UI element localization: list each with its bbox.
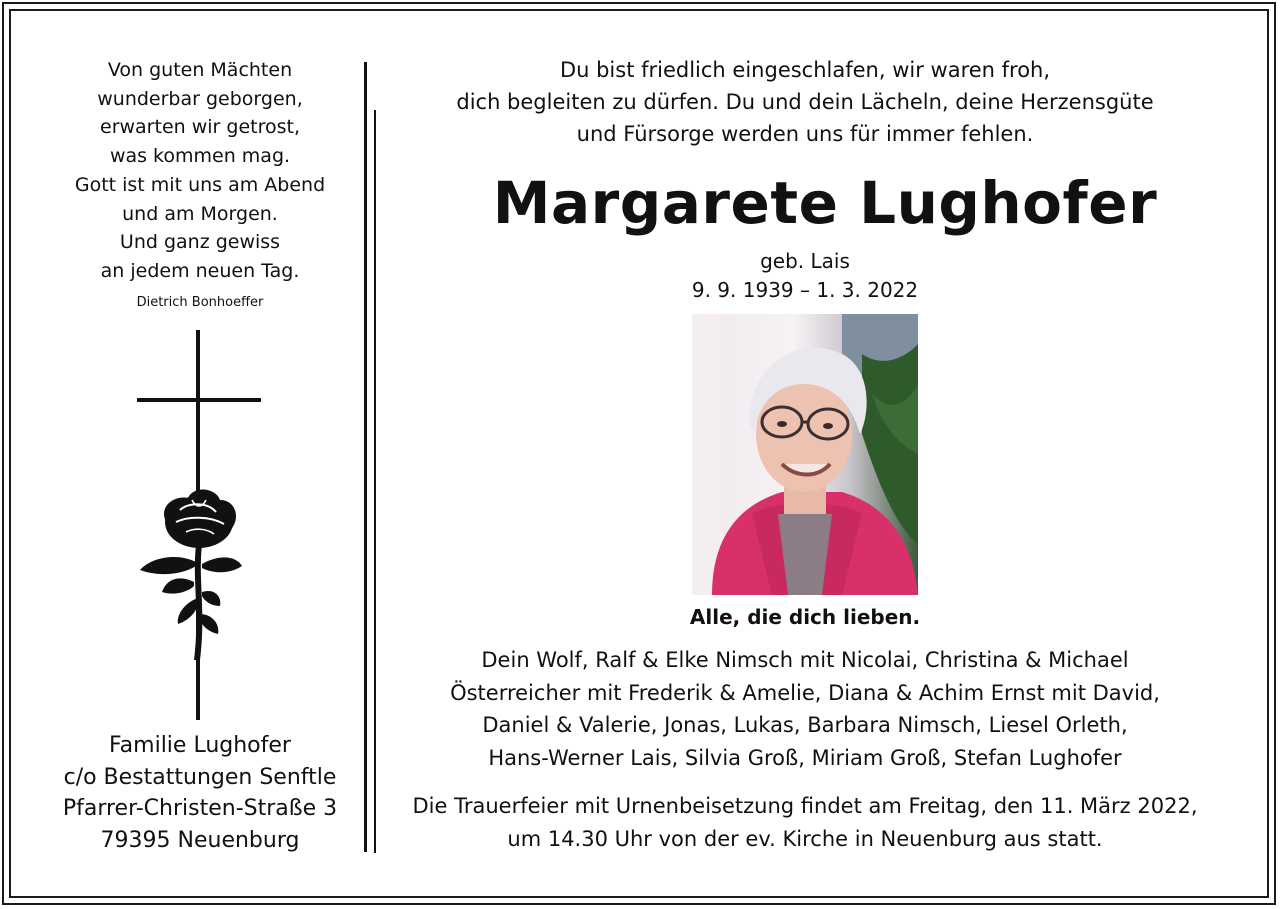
mourners-line: Hans-Werner Lais, Silvia Groß, Miriam Groß, Stefan Lughofer bbox=[488, 745, 1122, 770]
signoff-block bbox=[380, 602, 1230, 632]
ceremony-info bbox=[380, 790, 1230, 856]
birth-name: geb. Lais bbox=[760, 249, 850, 273]
contact-line: Familie Lughofer bbox=[109, 733, 291, 758]
signoff: Alle, die dich lieben. bbox=[689, 605, 921, 629]
quote-line: erwarten wir getrost, bbox=[100, 116, 300, 139]
cross-with-rose bbox=[136, 330, 262, 720]
contact-address bbox=[20, 730, 380, 856]
mourners-line: Daniel & Valerie, Jonas, Lukas, Barbara Nimsch, Liesel Orleth, bbox=[482, 713, 1128, 737]
poem-line: dich begleiten zu dürfen. Du und dein Lächeln, deine Herzensgüte bbox=[456, 90, 1154, 114]
quote-line: Und ganz gewiss bbox=[119, 231, 281, 254]
quote-line: und am Morgen. bbox=[122, 202, 278, 225]
poem-line: Du bist friedlich eingeschlafen, wir waren froh, bbox=[559, 58, 1051, 82]
quote-line: wunderbar geborgen, bbox=[97, 87, 303, 110]
quote-line: Von guten Mächten bbox=[107, 59, 293, 81]
contact-line: c/o Bestattungen Senftle bbox=[63, 764, 337, 790]
deceased-name: Margarete Lughofer bbox=[492, 169, 1158, 237]
portrait-photo bbox=[692, 314, 918, 595]
mourners-line: Österreicher mit Frederik & Amelie, Diana & Achim Ernst mit David, bbox=[450, 680, 1160, 705]
quote-author: Dietrich Bonhoeffer bbox=[136, 294, 264, 310]
contact-line: 79395 Neuenburg bbox=[100, 827, 300, 853]
ceremony-line: um 14.30 Uhr von der ev. Kirche in Neuenburg aus statt. bbox=[507, 827, 1103, 851]
ceremony-line: Die Trauerfeier mit Urnenbeisetzung findet am Freitag, den 11. März 2022, bbox=[412, 794, 1198, 818]
deceased-name-block bbox=[400, 168, 1250, 238]
quote-line: an jedem neuen Tag. bbox=[100, 259, 300, 282]
quote-block bbox=[20, 56, 380, 312]
farewell-poem bbox=[380, 54, 1230, 150]
mourners-list bbox=[380, 644, 1230, 774]
contact-line: Pfarrer-Christen-Straße 3 bbox=[62, 796, 338, 821]
quote-line: was kommen mag. bbox=[109, 145, 291, 168]
mourners-line: Dein Wolf, Ralf & Elke Nimsch mit Nicolai, Christina & Michael bbox=[481, 648, 1129, 672]
quote-line: Gott ist mit uns am Abend bbox=[74, 173, 326, 196]
life-dates: 9. 9. 1939 – 1. 3. 2022 bbox=[691, 278, 919, 302]
rose-icon bbox=[140, 490, 242, 660]
life-dates-block bbox=[380, 247, 1230, 305]
poem-line: und Fürsorge werden uns für immer fehlen. bbox=[576, 122, 1034, 146]
